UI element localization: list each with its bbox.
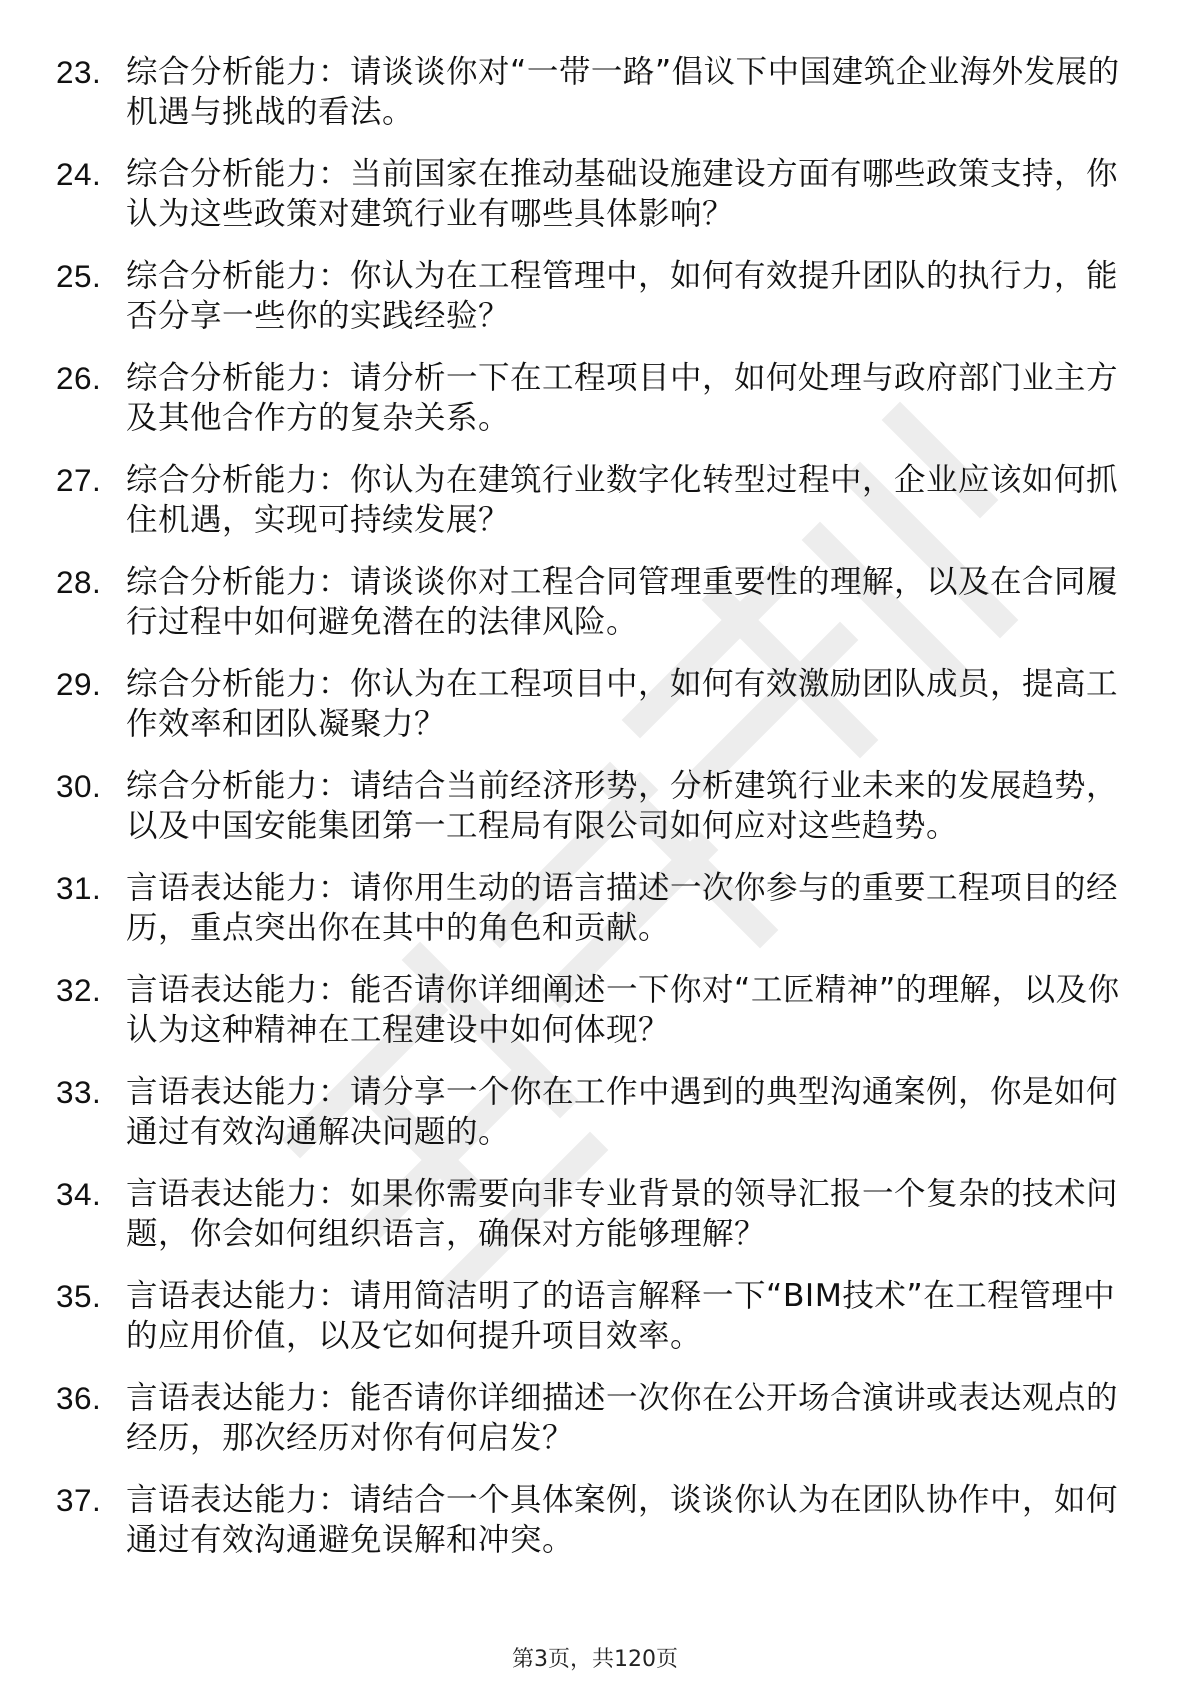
question-number: 29.: [56, 666, 102, 702]
question-text: 言语表达能力：能否请你详细描述一次你在公开场合演讲或表达观点的经历，那次经历对你有何启发？: [126, 1380, 1119, 1456]
question-number: 31.: [56, 870, 102, 906]
question-number: 37.: [56, 1482, 102, 1518]
question-text: 综合分析能力：请分析一下在工程项目中，如何处理与政府部门业主方及其他合作方的复杂关系。: [126, 360, 1119, 436]
question-item: [56, 868, 1126, 948]
question-item: [56, 1174, 1126, 1254]
question-text: 综合分析能力：请谈谈你对工程合同管理重要性的理解，以及在合同履行过程中如何避免潜在的法律风险。: [126, 564, 1119, 640]
question-item: [56, 1276, 1126, 1356]
question-number: 34.: [56, 1176, 102, 1212]
question-text: 言语表达能力：如果你需要向非专业背景的领导汇报一个复杂的技术问题，你会如何组织语言，确保对方能够理解？: [126, 1176, 1119, 1252]
question-number: 26.: [56, 360, 102, 396]
question-item: [56, 1480, 1126, 1560]
question-item: [56, 52, 1126, 132]
question-number: 35.: [56, 1278, 102, 1314]
question-text: 言语表达能力：请用简洁明了的语言解释一下“BIM技术”在工程管理中的应用价值，以及它如何提升项目效率。: [126, 1278, 1116, 1354]
question-text: 言语表达能力：请分享一个你在工作中遇到的典型沟通案例，你是如何通过有效沟通解决问题的。: [126, 1074, 1119, 1150]
question-text: 综合分析能力：请谈谈你对“一带一路”倡议下中国建筑企业海外发展的机遇与挑战的看法。: [126, 54, 1120, 130]
question-number: 36.: [56, 1380, 102, 1416]
question-item: [56, 154, 1126, 234]
question-text: 综合分析能力：你认为在工程项目中，如何有效激励团队成员，提高工作效率和团队凝聚力？: [126, 666, 1119, 742]
question-number: 25.: [56, 258, 102, 294]
page-footer: [0, 1646, 1190, 1674]
question-text: 言语表达能力：请结合一个具体案例，谈谈你认为在团队协作中，如何通过有效沟通避免误解和冲突。: [126, 1482, 1119, 1558]
question-number: 28.: [56, 564, 102, 600]
question-item: [56, 256, 1126, 336]
question-item: [56, 970, 1126, 1050]
question-item: [56, 562, 1126, 642]
question-number: 24.: [56, 156, 102, 192]
question-text: 综合分析能力：你认为在建筑行业数字化转型过程中，企业应该如何抓住机遇，实现可持续发展？: [126, 462, 1119, 538]
question-item: [56, 664, 1126, 744]
question-item: [56, 358, 1126, 438]
question-text: 言语表达能力：能否请你详细阐述一下你对“工匠精神”的理解，以及你认为这种精神在工程建设中如何体现？: [126, 972, 1120, 1048]
question-number: 32.: [56, 972, 102, 1008]
question-item: [56, 1378, 1126, 1458]
question-list: [56, 52, 1126, 1560]
question-text: 综合分析能力：当前国家在推动基础设施建设方面有哪些政策支持，你认为这些政策对建筑行业有哪些具体影响？: [126, 156, 1119, 232]
question-text: 综合分析能力：请结合当前经济形势，分析建筑行业未来的发展趋势，以及中国安能集团第一工程局有限公司如何应对这些趋势。: [126, 768, 1119, 844]
question-text: 综合分析能力：你认为在工程管理中，如何有效提升团队的执行力，能否分享一些你的实践经验？: [126, 258, 1119, 334]
question-number: 23.: [56, 54, 102, 90]
page-number-label: 第3页，共120页: [512, 1647, 678, 1672]
question-text: 言语表达能力：请你用生动的语言描述一次你参与的重要工程项目的经历，重点突出你在其中的角色和贡献。: [126, 870, 1119, 946]
question-item: [56, 766, 1126, 846]
question-item: [56, 460, 1126, 540]
question-number: 33.: [56, 1074, 102, 1110]
question-number: 27.: [56, 462, 102, 498]
question-item: [56, 1072, 1126, 1152]
question-number: 30.: [56, 768, 102, 804]
